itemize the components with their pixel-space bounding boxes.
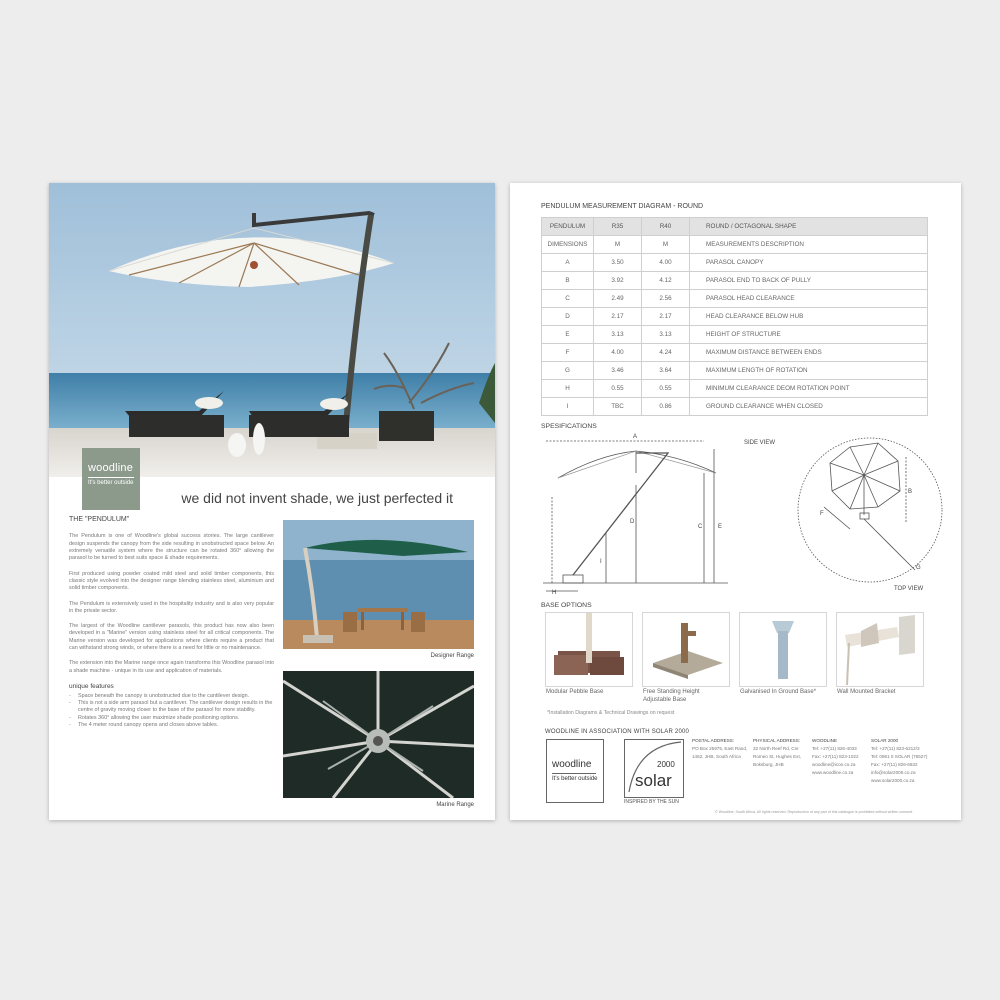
marine-range-caption: Marine Range — [436, 802, 474, 808]
postal-address — [692, 737, 747, 761]
brand-slogan: It's better outside — [552, 776, 598, 782]
table-row — [542, 398, 928, 416]
contact-heading: POSTAL ADDRESS: — [692, 738, 735, 743]
table-cell: 3.50 — [594, 254, 642, 272]
table-cell: PARASOL CANOPY — [690, 254, 928, 272]
table-cell: MAXIMUM DISTANCE BETWEEN ENDS — [690, 344, 928, 362]
logo-rule — [552, 773, 596, 774]
contact-heading: PHYSICAL ADDRESS: — [753, 738, 801, 743]
table-header-cell: R35 — [594, 218, 642, 236]
feature-item: - This is not a side arm parasol but a cantilever. The cantilever design results in the centre of gravity moving closer to the base of the parasol for more stability. — [69, 700, 274, 715]
table-cell: B — [542, 272, 594, 290]
table-row — [542, 290, 928, 308]
solar-word: solar — [635, 771, 672, 790]
wall-bracket-image — [836, 612, 924, 687]
right-page — [510, 183, 961, 820]
table-cell: 0.86 — [642, 398, 690, 416]
feature-item: - The 4 meter round canopy opens and closes above tables. — [69, 722, 274, 729]
table-cell: 4.12 — [642, 272, 690, 290]
table-row — [542, 236, 928, 254]
table-cell: 0.55 — [594, 380, 642, 398]
contact-line: Boksburg, JHB — [753, 762, 784, 768]
table-cell: 2.17 — [642, 308, 690, 326]
table-cell: E — [542, 326, 594, 344]
contact-line: www.solar2000.co.za — [871, 778, 915, 784]
contact-line: woodline@icon.co.za — [812, 762, 856, 768]
table-header-cell: ROUND / OCTAGONAL SHAPE — [690, 218, 928, 236]
table-cell: 3.92 — [594, 272, 642, 290]
table-cell: 4.00 — [594, 344, 642, 362]
contact-line: 1462, JHB, South Africa — [692, 754, 741, 760]
table-cell: MAXIMUM LENGTH OF ROTATION — [690, 362, 928, 380]
base-caption-line: Wall Mounted Bracket — [837, 689, 896, 695]
dimension-h-label: H — [552, 590, 557, 595]
table-cell: 4.24 — [642, 344, 690, 362]
feature-item: - Space beneath the canopy is unobstructed due to the cantilever design. — [69, 693, 274, 700]
specifications-heading: SPESIFICATIONS — [541, 423, 597, 430]
table-cell: 3.13 — [642, 326, 690, 344]
designer-range-photo — [283, 520, 474, 649]
table-cell: 2.17 — [594, 308, 642, 326]
table-cell: 0.55 — [642, 380, 690, 398]
contact-line: 32 North Reef Rd, Cnr — [753, 746, 799, 752]
side-view-diagram — [538, 433, 738, 595]
table-cell: HEAD CLEARANCE BELOW HUB — [690, 308, 928, 326]
contact-heading: WOODLINE — [812, 738, 838, 743]
diagram-title: PENDULUM MEASUREMENT DIAGRAM - ROUND — [541, 203, 704, 210]
left-page — [49, 183, 495, 820]
table-header-cell: PENDULUM — [542, 218, 594, 236]
base-caption-line: Free Standing Height — [643, 689, 700, 695]
pebble-base-caption — [546, 688, 603, 696]
paragraph: The largest of the Woodline cantilever parasols, this product has now also been developed in a "Marine" version using stainless steel for all critical components. The Marine version was developed for applications where clients require a product that can withstand strong winds, or where there is a need for little or no maintenance. — [69, 623, 274, 651]
dimension-g-label: G — [916, 565, 921, 571]
contact-line: info@solar2000.co.za — [871, 770, 916, 776]
table-cell: M — [594, 236, 642, 254]
table-row — [542, 254, 928, 272]
solar-tagline: INSPIRED BY THE SUN — [624, 799, 679, 805]
table-cell: F — [542, 344, 594, 362]
dimension-e-label: E — [718, 524, 723, 530]
contact-line: PO Box 25975, East Rand, — [692, 746, 748, 752]
table-cell: MINIMUM CLEARANCE DEOM ROTATION POINT — [690, 380, 928, 398]
contact-line: Romeo St, Hughes Ext, — [753, 754, 802, 760]
table-cell: PARASOL HEAD CLEARANCE — [690, 290, 928, 308]
top-view-label: TOP VIEW — [894, 586, 924, 592]
table-cell: 3.13 — [594, 326, 642, 344]
table-cell: G — [542, 362, 594, 380]
dimension-i-label: I — [600, 559, 602, 565]
side-view-label: SIDE VIEW — [744, 440, 776, 446]
woodline-contact — [812, 737, 859, 777]
table-header-row — [542, 218, 928, 236]
table-row — [542, 308, 928, 326]
table-cell: DIMENSIONS — [542, 236, 594, 254]
table-cell: MEASUREMENTS DESCRIPTION — [690, 236, 928, 254]
paragraph: The extension into the Marine range once again transforms this Woodline parasol into a shade machine - unique in its use and application of materials. — [69, 660, 274, 674]
table-row — [542, 362, 928, 380]
contact-line: Fax: +27(11) 823-1022 — [812, 754, 859, 760]
paragraph: The Pendulum is one of Woodline's global success stories. The large cantilever design suspends the canopy from the side resulting in unobstructed space below. An extremely versatile system where the structure can be rotated 360° allowing the parasol to be turned to best suits space & shade requirements. — [69, 533, 274, 562]
base-options-heading: BASE OPTIONS — [541, 602, 592, 609]
table-row — [542, 326, 928, 344]
table-cell: PARASOL END TO BACK OF PULLY — [690, 272, 928, 290]
woodline-logo — [82, 448, 140, 510]
features-list — [69, 693, 274, 729]
contact-line: Fax: +27(11) 826-6932 — [871, 762, 918, 768]
table-row — [542, 272, 928, 290]
table-cell: TBC — [594, 398, 642, 416]
table-cell: HEIGHT OF STRUCTURE — [690, 326, 928, 344]
table-cell: 2.56 — [642, 290, 690, 308]
base-caption-line: Modular Pebble Base — [546, 689, 604, 695]
contact-line: www.woodline.co.za — [812, 770, 854, 776]
table-cell: H — [542, 380, 594, 398]
paragraph: First produced using powder coated mild steel and solid timber components, this classic style evolved into the designer range blending stainless steel, aluminium and solid timber components. — [69, 570, 274, 592]
pebble-base-image — [545, 612, 633, 687]
table-cell: 3.46 — [594, 362, 642, 380]
dimension-a-label: A — [633, 434, 638, 440]
solar2000-contact — [871, 737, 927, 785]
contact-line: Tel: 0861 0 SOLAR (76527) — [871, 754, 928, 760]
table-cell: C — [542, 290, 594, 308]
feature-item: - Rotates 360° allowing the user maximize shade positioning options. — [69, 715, 274, 722]
table-cell: 3.64 — [642, 362, 690, 380]
in-ground-base-image — [739, 612, 827, 687]
wall-bracket-caption — [837, 688, 895, 696]
table-header-cell: R40 — [642, 218, 690, 236]
description-column — [69, 515, 274, 729]
measurement-table — [541, 217, 928, 416]
table-cell: I — [542, 398, 594, 416]
table-cell: 2.49 — [594, 290, 642, 308]
table-row — [542, 380, 928, 398]
contact-line: Tel: +27(11) 823-6212/3 — [871, 746, 920, 752]
in-ground-base-caption — [740, 688, 816, 696]
contact-heading: SOLAR 2000 — [871, 738, 899, 743]
woodline-logo-footer — [546, 739, 604, 803]
paragraph: The Pendulum is extensively used in the hospitality industry and is also very popular in the private sector. — [69, 600, 274, 614]
marine-range-photo — [283, 671, 474, 798]
table-cell: A — [542, 254, 594, 272]
brand-name: woodline — [552, 759, 592, 770]
table-cell: GROUND CLEARANCE WHEN CLOSED — [690, 398, 928, 416]
designer-range-caption: Designer Range — [430, 653, 474, 659]
solar-year: 2000 — [657, 760, 675, 769]
hero-parasol-photo — [49, 183, 495, 477]
tagline: we did not invent shade, we just perfected it — [181, 490, 453, 506]
freestanding-base-image — [642, 612, 730, 687]
section-heading: THE "PENDULUM" — [69, 516, 130, 523]
freestanding-base-caption — [643, 688, 700, 704]
table-cell: M — [642, 236, 690, 254]
features-heading: unique features — [69, 682, 114, 690]
dimension-c-label: C — [698, 524, 703, 530]
brand-name: woodline — [88, 462, 134, 474]
association-heading: WOODLINE IN ASSOCIATION WITH SOLAR 2000 — [545, 729, 690, 735]
dimension-d-label: D — [630, 519, 635, 525]
brand-slogan: It's better outside — [88, 480, 134, 486]
contact-line: Tel: +27(11) 826-4033 — [812, 746, 857, 752]
top-view-diagram — [780, 435, 960, 585]
installation-note: *Installation Diagrams & Technical Drawings on request — [547, 710, 675, 716]
base-caption-line: Galvanised In Ground Base* — [740, 689, 817, 695]
logo-rule — [88, 477, 134, 478]
copyright: © Woodline, South Africa. All rights reserved. Reproduction of any part of this catalogue is prohibited without written consent. — [715, 810, 913, 814]
table-cell: 4.00 — [642, 254, 690, 272]
dimension-b-label: B — [908, 489, 913, 495]
base-caption-line: Adjustable Base — [643, 697, 687, 704]
physical-address — [753, 737, 801, 769]
dimension-f-label: F — [820, 511, 824, 517]
solar2000-logo — [624, 739, 684, 798]
table-cell: D — [542, 308, 594, 326]
table-row — [542, 344, 928, 362]
